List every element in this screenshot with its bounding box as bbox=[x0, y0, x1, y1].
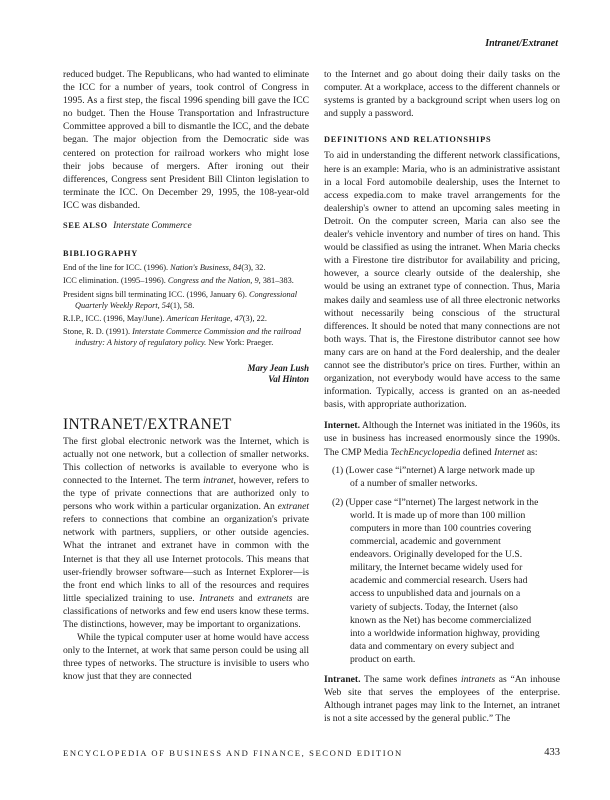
bibliography-heading: BIBLIOGRAPHY bbox=[63, 249, 139, 259]
bibliography-entry: Stone, R. D. (1991). Interstate Commerce Commission and the railroad industry: A history of regulatory policy. New York: Praeger. bbox=[63, 327, 301, 348]
author-name: Val Hinton bbox=[268, 374, 309, 385]
internet-paragraph: Internet. Although the Internet was initiated in the 1960s, its use in business has increased enormously since the 1990s. The CMP Media TechEncyclopedia defined Internet as: bbox=[324, 420, 560, 458]
author-credits bbox=[63, 363, 309, 386]
bibliography-entry: President signs bill terminating ICC. (1996, January 6). Congressional Quarterly Weekly Report, 54(1), 58. bbox=[63, 289, 298, 310]
see-also bbox=[63, 219, 309, 233]
definition-item: (2) (Upper case “I”nternet) The largest network in the world. It is made up of more than 100 million computers in more than 100 countries covering commercial, academic and government endeavors. Originally developed for the U.S. military, the Internet became widely used for academic and commercial research. Users had access to unpublished data and journals on a variety of subjects. Today, the Internet (also known as the Net) has become commercialized into a worldwide information highway, providing data and commentary on every subject and product on earth. bbox=[332, 496, 540, 665]
see-also-item: Interstate Commerce bbox=[113, 221, 192, 232]
definition-list bbox=[324, 464, 560, 666]
definition-item: (1) (Lower case “i”nternet) A large network made up of a number of smaller networks. bbox=[332, 464, 535, 489]
bibliography-entry: End of the line for ICC. (1996). Nation's Business, 84(3), 32. bbox=[63, 263, 266, 273]
running-head: Intranet/Extranet bbox=[485, 38, 558, 49]
section-heading: DEFINITIONS AND RELATIONSHIPS bbox=[324, 135, 492, 145]
intranet-paragraph: Intranet. The same work defines intranets as “An inhouse Web site that serves the employees of the enterprise. Although intranet pages may link to the Internet, an intranet is not a site accessed by the general public.” The bbox=[324, 674, 561, 725]
page-footer bbox=[63, 748, 560, 758]
author-name: Mary Jean Lush bbox=[247, 362, 309, 373]
body-paragraph: While the typical computer user at home would have access only to the Internet, at work that same person could be using all three types of networks. The structure is invisible to users who know just that they are connected bbox=[63, 632, 309, 683]
intro-paragraph: The first global electronic network was the Internet, which is actually not one network, but a collection of smaller networks. This collection of networks is available to everyone who is connected to the Internet. The term intranet, however, refers to the type of private connections that are authorized only to persons who work within a particular organization. An extranet refers to connections that combine an organization's private network with partners, suppliers, or other outside agencies. What the intranet and extranet have in common with the Internet is that they all use Internet protocols. This means that user-friendly browser software—such as Internet Explorer—is the front end which links to all of the resources and requires little specialized training to use. Intranets and extranets are classifications of networks and few end users know these terms. The distinctions, however, may be important to organizations. bbox=[63, 435, 310, 631]
bibliography-entry: ICC elimination. (1995–1996). Congress and the Nation, 9, 381–383. bbox=[63, 276, 294, 286]
see-also-label: SEE ALSO bbox=[63, 221, 108, 231]
body-paragraph: to the Internet and go about doing their daily tasks on the computer. At a workplace, access to the different channels or systems is granted by a background script when users log on and supply a password. bbox=[324, 69, 560, 120]
left-column bbox=[63, 68, 309, 684]
example-paragraph: To aid in understanding the different network classifications, here is an example: Maria, who is an administrative assistant in a local Ford automobile dealership, uses the Internet to access expedia.com to make travel arrangements for the dealership's owner to attend an upcoming sales meeting in Detroit. On the computer screen, Maria can also see the dealer's vehicle inventory and number of tires on hand. This would be classified as using the intranet. When Maria checks with a Firestone tire distributor for availability and pricing, however, a source clearly outside of the dealership, she would be using an extranet type of connection. Thus, Maria makes daily and seamless use of all three electronic networks without necessarily being conscious of the structural differences. It should be noted that many connections are not both ways. That is, the Firestone distributor cannot see how many cars are on hand at the Ford dealership, and the dealer cannot see the distributor's price on tires. Further, within an organization, not everybody would have access to the same information. Typically, access is granted on an as-needed basis, with appropriate authorization. bbox=[324, 150, 560, 411]
page-number: 433 bbox=[544, 747, 560, 758]
article-title: INTRANET/EXTRANET bbox=[63, 415, 232, 433]
icc-paragraph: reduced budget. The Republicans, who had wanted to eliminate the ICC for a number of years, took control of Congress in 1995. As a first step, the fiscal 1996 spending bill gave the ICC no budget. Then the House Transportation and Infrastructure Committee approved a bill to dismantle the ICC, and the debate began. The major objection from the Democratic side was centered on protection for railroad workers who might lose their jobs because of mergers. After ironing out their differences, Congress sent President Bill Clinton legislation to terminate the ICC. On December 29, 1995, the 108-year-old ICC was disbanded. bbox=[63, 69, 309, 211]
right-column bbox=[324, 68, 560, 725]
bibliography-entry: R.I.P., ICC. (1996, May/June). American Heritage, 47(3), 22. bbox=[63, 314, 267, 324]
footer-title: ENCYCLOPEDIA OF BUSINESS AND FINANCE, SECOND EDITION bbox=[63, 748, 403, 758]
